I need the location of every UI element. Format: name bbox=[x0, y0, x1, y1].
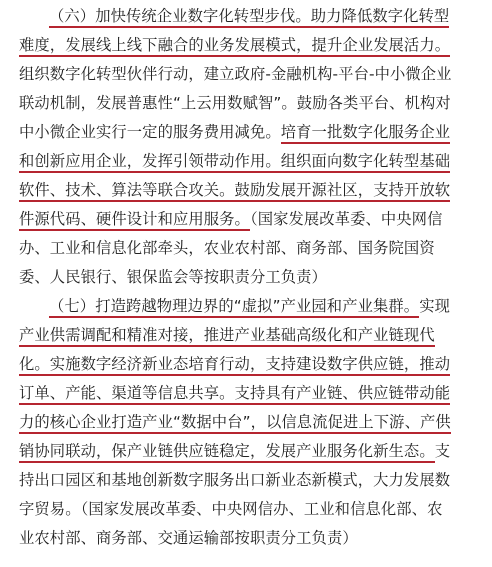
text-line bbox=[19, 495, 484, 524]
highlighted-text: 件源代码、硬件设计和应用服务。 bbox=[19, 210, 250, 231]
line-text: 业农村部、商务部、交通运输部按职责分工负责） bbox=[19, 529, 358, 547]
line-text: 实现 bbox=[419, 297, 450, 315]
text-line bbox=[19, 466, 484, 495]
highlighted-text: （七）打造跨越物理边界的“虚拟”产业园和产业集群。 bbox=[49, 297, 419, 318]
document-body bbox=[19, 2, 484, 553]
line-text: （国家发展改革委、中央网信 bbox=[249, 210, 443, 228]
line-text: 中小微企业实行一定的服务费用减免。 bbox=[19, 123, 281, 141]
highlighted-text: （六）加快传统企业数字化转型步伐。助力降低数字化转型 bbox=[49, 7, 449, 28]
line-text: 委、人民银行、银保监会等按职责分工负责） bbox=[19, 268, 327, 286]
highlighted-text: 化。实施数字经济新业态培育行动，支持建设数字供应链，推动 bbox=[19, 355, 450, 376]
text-line bbox=[19, 176, 484, 205]
text-line bbox=[19, 379, 484, 408]
highlighted-text: 产业供需调配和精准对接，推进产业基础高级化和产业链现代 bbox=[19, 326, 435, 347]
text-line bbox=[19, 31, 484, 60]
text-line bbox=[19, 408, 484, 437]
text-line bbox=[19, 263, 484, 292]
text-line bbox=[19, 437, 484, 466]
text-line bbox=[19, 524, 484, 553]
highlighted-text: 订单、产能、渠道等信息共享。支持具有产业链、供应链带动能 bbox=[19, 384, 450, 405]
highlighted-text: 难度，发展线上线下融合的业务发展模式，提升企业发展活力。 bbox=[19, 36, 450, 57]
text-line bbox=[19, 89, 484, 118]
text-line bbox=[19, 292, 484, 321]
line-text: 组织数字化转型伙伴行动，建立政府-金融机构-平台-中小微企业 bbox=[19, 65, 452, 83]
line-text: 联动机制，发展普惠性“上云用数赋智”。鼓励各类平台、机构对 bbox=[19, 94, 451, 112]
text-line bbox=[19, 2, 484, 31]
text-line bbox=[19, 350, 484, 379]
text-line bbox=[19, 60, 484, 89]
text-line bbox=[19, 234, 484, 263]
text-line bbox=[19, 118, 484, 147]
highlighted-text: 销协同联动，保产业链供应链稳定，发展产业服务化新生态。 bbox=[19, 442, 435, 463]
highlighted-text: 软件、技术、算法等联合攻关。鼓励发展开源社区，支持开放软 bbox=[19, 181, 450, 202]
text-line bbox=[19, 321, 484, 350]
highlighted-text: 力的核心企业打造产业“数据中台”，以信息流促进上下游、产供 bbox=[19, 413, 451, 434]
line-text: 字贸易。（国家发展改革委、中央网信办、工业和信息化部、农 bbox=[19, 500, 443, 518]
text-line bbox=[19, 205, 484, 234]
line-text: 办、工业和信息化部牵头，农业农村部、商务部、国务院国资 bbox=[19, 239, 435, 257]
highlighted-text: 培育一批数字化服务企业 bbox=[281, 123, 450, 144]
highlighted-text: 和创新应用企业，发挥引领带动作用。组织面向数字化转型基础 bbox=[19, 152, 450, 173]
line-text: 支 bbox=[434, 442, 451, 460]
text-line bbox=[19, 147, 484, 176]
line-text: 持出口园区和基地创新数字服务出口新业态新模式，大力发展数 bbox=[19, 471, 451, 489]
